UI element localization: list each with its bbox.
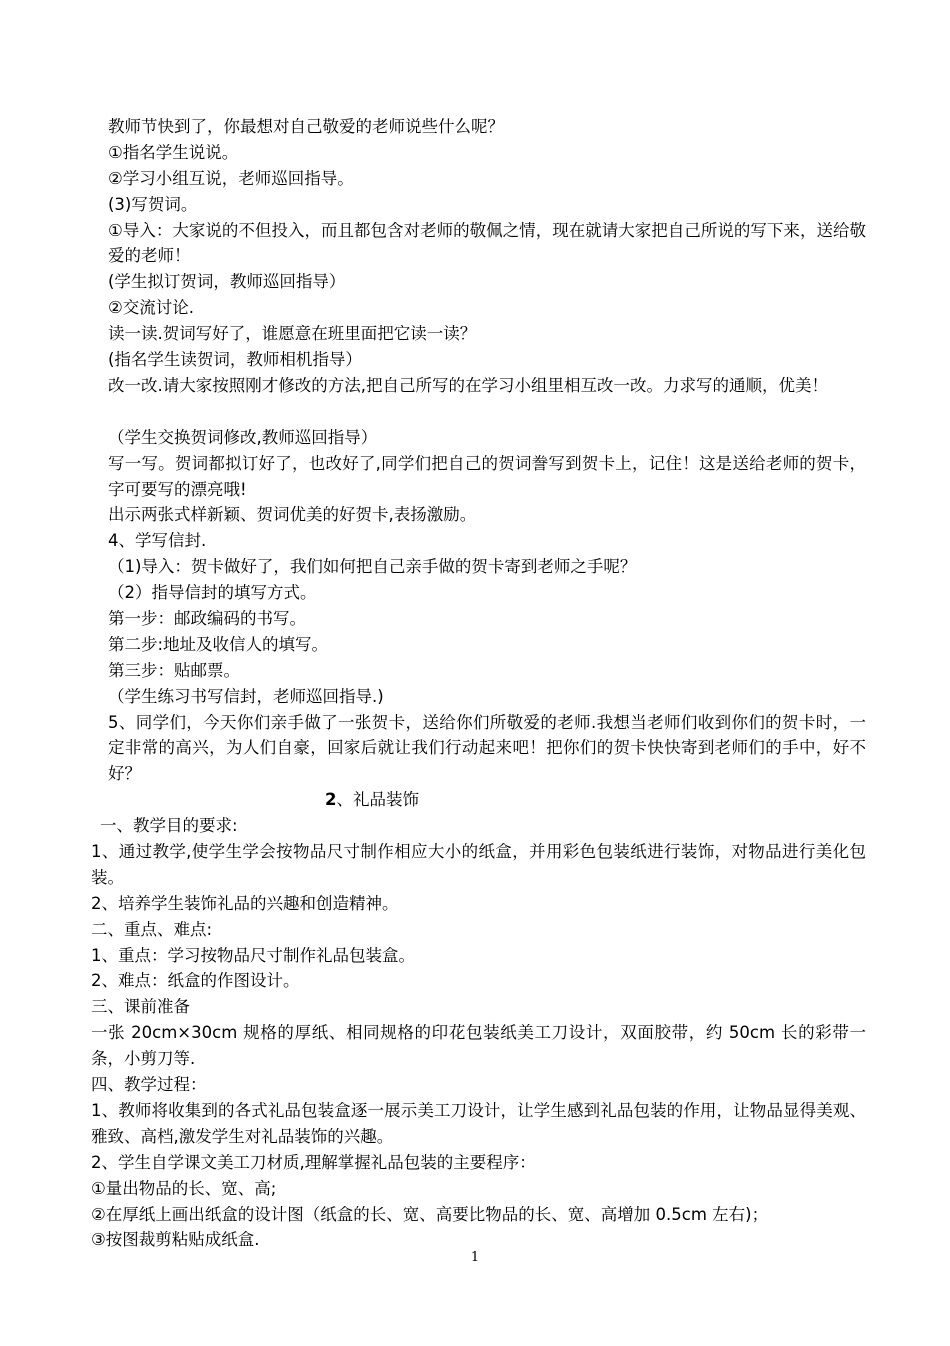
text-line: 四、教学过程： bbox=[91, 1075, 207, 1095]
text-line: ①导入：大家说的不但投入，而且都包含对老师的敬佩之情，现在就请大家把自己所说的写下来，送给敬爱的老师！ bbox=[108, 220, 866, 266]
text-line: 1、教师将收集到的各式礼品包装盒逐一展示美工刀设计，让学生感到礼品包装的作用，让物品显得美观、雅致、高档,激发学生对礼品装饰的兴趣。 bbox=[91, 1100, 866, 1146]
text-line: 5、同学们，今天你们亲手做了一张贺卡，送给你们所敬爱的老师.我想当老师们收到你们的贺卡时，一定非常的高兴，为人们自豪，回家后就让我们行动起来吧！把你们的贺卡快快寄到老师们的手中，好不好？ bbox=[108, 712, 866, 784]
text-line: (指名学生读贺词，教师相机指导） bbox=[108, 350, 362, 370]
text-line: 写一写。贺词都拟订好了，也改好了,同学们把自己的贺词誊写到贺卡上，记住！这是送给老师的贺卡，字可要写的漂亮哦! bbox=[108, 453, 866, 499]
text-line: （学生交换贺词修改,教师巡回指导） bbox=[108, 427, 378, 447]
text-line: 一、教学目的要求: bbox=[100, 816, 238, 836]
text-line: 出示两张式样新颖、贺词优美的好贺卡,表扬激励。 bbox=[108, 505, 477, 525]
text-line: ②在厚纸上画出纸盒的设计图（纸盒的长、宽、高要比物品的长、宽、高增加 0.5cm 左右)； bbox=[91, 1204, 769, 1224]
text-line: 第一步：邮政编码的书写。 bbox=[108, 608, 306, 628]
text-line: 2、培养学生装饰礼品的兴趣和创造精神。 bbox=[91, 893, 399, 913]
text-line: ①指名学生说说。 bbox=[108, 142, 239, 162]
text-line: ②学习小组互说，老师巡回指导。 bbox=[108, 168, 354, 188]
text-line: 一张 20cm×30cm 规格的厚纸、相同规格的印花包装纸美工刀设计，双面胶带，约 50cm 长的彩带一条，小剪刀等. bbox=[91, 1023, 866, 1069]
text-line: （2）指导信封的填写方式。 bbox=[108, 583, 317, 603]
text-line: ①量出物品的长、宽、高; bbox=[91, 1178, 277, 1198]
text-line: (3)写贺词。 bbox=[108, 194, 198, 214]
text-line: 二、重点、难点: bbox=[91, 919, 213, 939]
text-line: 三、课前准备 bbox=[91, 997, 190, 1017]
text-line: 2、难点：纸盒的作图设计。 bbox=[91, 971, 300, 991]
text-line: 改一改.请大家按照刚才修改的方法,把自己所写的在学习小组里相互改一改。力求写的通顺，优美！ bbox=[108, 375, 828, 395]
text-line: 教师节快到了，你最想对自己敬爱的老师说些什么呢？ bbox=[108, 117, 504, 136]
document-body bbox=[91, 114, 866, 1253]
text-line: 2、学生自学课文美工刀材质,理解掌握礼品包装的主要程序： bbox=[91, 1152, 536, 1172]
page-number: 1 bbox=[470, 1250, 480, 1265]
text-line: 1、重点：学习按物品尺寸制作礼品包装盒。 bbox=[91, 945, 415, 965]
section-title-text: 、礼品装饰 bbox=[336, 790, 419, 810]
text-line: 第二步:地址及收信人的填写。 bbox=[108, 634, 329, 654]
text-line: 4、学写信封. bbox=[108, 531, 207, 551]
section-title-number: 2 bbox=[325, 790, 337, 810]
text-line: （1)导入：贺卡做好了，我们如何把自己亲手做的贺卡寄到老师之手呢？ bbox=[108, 557, 637, 577]
text-line: 读一读.贺词写好了，谁愿意在班里面把它读一读？ bbox=[108, 324, 477, 344]
text-line: 第三步：贴邮票。 bbox=[108, 660, 240, 680]
text-line: (学生拟订贺词，教师巡回指导） bbox=[108, 272, 346, 292]
text-line: 1、通过教学,使学生学会按物品尺寸制作相应大小的纸盒，并用彩色包装纸进行装饰，对物品进行美化包装。 bbox=[91, 842, 866, 887]
section-title bbox=[91, 787, 866, 813]
text-line: ②交流讨论. bbox=[108, 298, 195, 318]
text-line: （学生练习书写信封，老师巡回指导.) bbox=[108, 686, 384, 706]
text-line: ③按图裁剪粘贴成纸盒. bbox=[91, 1230, 260, 1250]
